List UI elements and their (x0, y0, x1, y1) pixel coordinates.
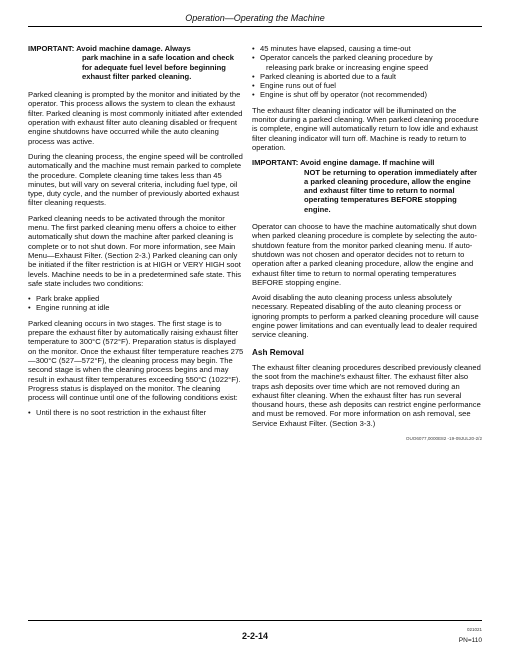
important-rest: NOT be returning to operation immediately after a parked cleaning procedure, allow the engine and exhaust filter time to return to normal operating temperatures BEFORE stopping engine. (304, 167, 477, 214)
footer-divider (28, 620, 482, 621)
right-column (252, 44, 482, 443)
end-conditions-list-continued (252, 44, 482, 100)
page-header: Operation—Operating the Machine (28, 13, 482, 27)
section-title-ash-removal: Ash Removal (252, 347, 304, 357)
list-item: • Parked cleaning is aborted due to a fault (252, 72, 482, 81)
important-lead: IMPORTANT: Avoid engine damage. If machine will (252, 158, 435, 168)
list-item: • 45 minutes have elapsed, causing a time-out (252, 44, 482, 53)
paragraph-ash-removal: The exhaust filter cleaning procedures described previously cleaned the soot from the machine's exhaust filter. The exhaust filter also traps ash deposits over time which are not removed during an exhaust filter cleaning. When the exhaust filter has run several thousand hours, these ash deposits can restrict engine performance and must be removed. For more information on ash removal, see Service Exhaust Filter. (Section 3-3.) (252, 362, 481, 428)
important-notice-machine-damage (28, 44, 246, 81)
list-item: • Park brake applied (28, 294, 246, 303)
list-item: • Engine running at idle (28, 303, 246, 312)
paragraph-activation: Parked cleaning needs to be activated through the monitor menu. The first parked cleaning menu offers a choice to either automatically shut down the machine after parked cleaning is complete or to not shut down. For more information, see Main Menu—Exhaust Filter. (Section 2-3.) Parked cleaning can only be initiated if the filter restriction is at HIGH or VERY HIGH soot levels. Machine needs to be in a predetermined safe state. This safe state includes two conditions: (28, 213, 242, 288)
paragraph-parked-cleaning-intro: Parked cleaning is prompted by the monitor and initiated by the operator. This process allows the system to clean the exhaust filter. Parked cleaning is most commonly initiated after extended operation with exhaust filter auto cleaning disabled or frequent engine shutdowns have occurred while the auto cleaning process was active. (28, 90, 243, 146)
list-item (252, 53, 482, 72)
paragraph-avoid-disabling: Avoid disabling the auto cleaning process unless absolutely necessary. Repeated disabling of the auto cleaning process or ignoring prompts to perform a parked cleaning procedure will cause engine power limitations and can eventually lead to dealer required service cleaning. (252, 293, 479, 340)
list-item: • Engine runs out of fuel (252, 81, 482, 90)
paragraph-auto-shutdown: Operator can choose to have the machine automatically shut down when parked cleaning procedure is complete by selecting the auto-shutdown feature from the monitor parked cleaning menu. If auto-shutdown was not chosen and operator decides not to return to operation after a parked cleaning procedure, allow the engine and exhaust filter time to return to normal operating temperatures BEFORE stopping engine. (252, 222, 477, 287)
left-column (28, 44, 246, 424)
list-item: • Engine is shut off by operator (not recommended) (252, 90, 482, 99)
paragraph-cleaning-process: During the cleaning process, the engine speed will be controlled automatically and the machine must remain parked to complete the procedure. Complete cleaning time takes less than 45 minutes, but will vary on several criteria, including fuel type, oil type, duty cycle, and the number of previously aborted exhaust filter cleaning requests. (28, 151, 243, 208)
reference-code: OUO6077,0000E82 -19-09JUL20-2/2 (405, 435, 482, 441)
important-rest: park machine in a safe location and check for adequate fuel level before beginning exhaust filter parked cleaning. (82, 53, 234, 81)
list-item: • Until there is no soot restriction in the exhaust filter (28, 408, 246, 417)
important-notice-engine-damage (252, 158, 482, 214)
paragraph-two-stages: Parked cleaning occurs in two stages. The first stage is to prepare the exhaust filter by automatically raising exhaust filter temperature to 300°C (572°F). Preparation status is displayed on the monitor. Once the exhaust filter temperature reaches 275—300°C (527—572°F), the cleaning process may begin. The second stage is when the cleaning process begins and may result in exhaust filter temperatures exceeding 550°C (1022°F). Progress status is displayed on the monitor. The cleaning process will continue until one of the following conditions exist: (28, 318, 244, 403)
list-item-line: releasing park brake or increasing engine speed (266, 62, 429, 72)
pn-number: PN=110 (458, 637, 482, 644)
list-item-line: Operator cancels the parked cleaning procedure by (260, 53, 433, 63)
safe-state-conditions-list (28, 294, 246, 313)
footer-code: 021021 (466, 627, 482, 632)
page-number: 2-2-14 (241, 631, 268, 641)
paragraph-indicator: The exhaust filter cleaning indicator will be illuminated on the monitor during a parked cleaning. When parked cleaning procedure is complete, engine will automatically return to low idle and exhaust filter cleaning indicator will turn off. Machine is ready to return to operation. (252, 105, 479, 152)
end-conditions-list-start (28, 408, 246, 417)
important-lead: IMPORTANT: Avoid machine damage. Always (28, 44, 191, 53)
